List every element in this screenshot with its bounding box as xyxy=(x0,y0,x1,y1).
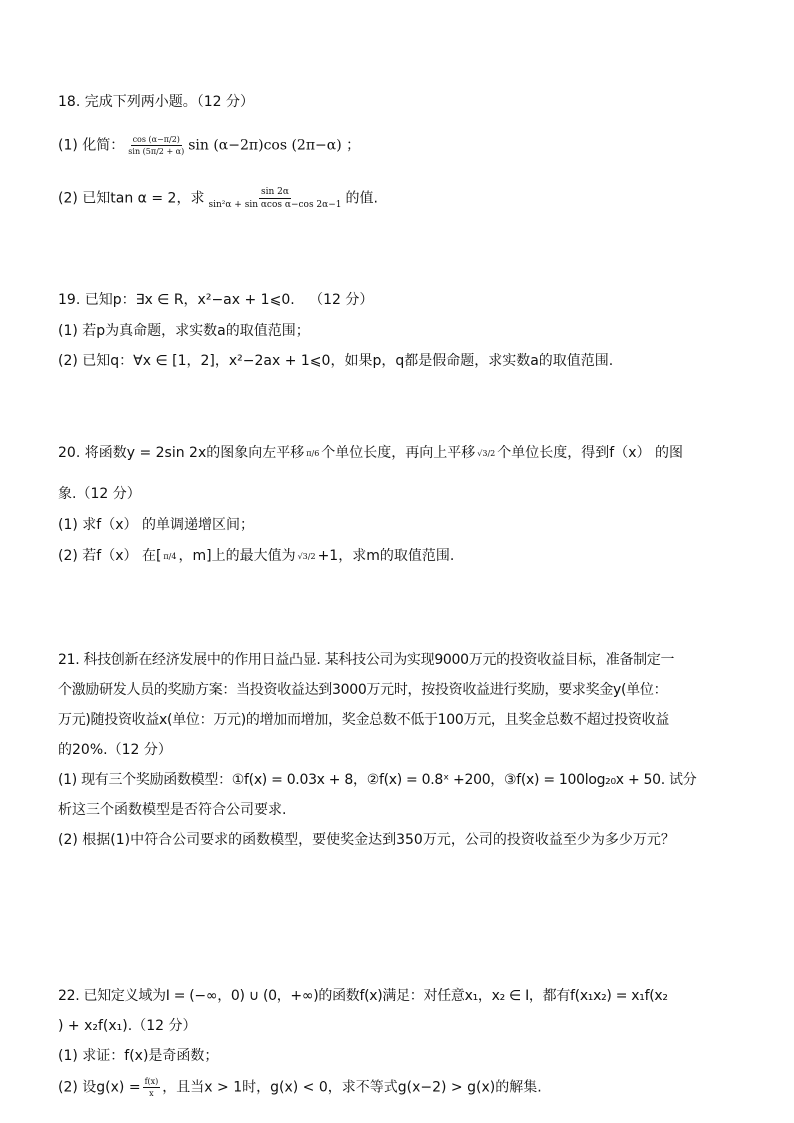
q19-part2: (2) 已知q：∀x ∈ [1，2]，x²−2ax + 1⩽0，如果p，q都是假命题，求实数a的取值范围. xyxy=(58,353,614,369)
q19-part1: (1) 若p为真命题，求实数a的取值范围； xyxy=(58,323,310,339)
q22-line2: ) + x₂f(x₁).（12 分） xyxy=(58,1018,197,1034)
q18-p1-fraction xyxy=(126,134,186,157)
q21-line2: 个激励研发人员的奖励方案：当投资收益达到3000万元时，按投资收益进行奖励，要求奖金y(单位： xyxy=(58,682,668,698)
q22-p2-b: ，且当x > 1时，g(x) < 0，求不等式g(x−2) > g(x)的解集. xyxy=(162,1079,542,1096)
q22-part2 xyxy=(58,1076,542,1099)
q20-frac-pi4: π/4 xyxy=(163,551,177,561)
q18-p2-denominator: sin²α + sin αcos α−cos 2α−1 xyxy=(208,200,342,210)
q21-line6: 析这三个函数模型是否符合公司要求. xyxy=(58,802,287,818)
q18-p2-numerator: sin 2α xyxy=(260,187,289,197)
q22-part1: (1) 求证：f(x)是奇函数； xyxy=(58,1048,219,1064)
q20-line2: 象.（12 分） xyxy=(58,486,141,502)
q19-title-prefix: 19. 已知p：∃x ∈ R，x²−ax + 1⩽0. xyxy=(58,292,295,308)
q20-line1-c: 个单位长度，得到f（x） 的图 xyxy=(497,445,683,461)
q22-p2-numerator: f(x) xyxy=(144,1077,159,1086)
q20-p2-b: ，m]上的最大值为 xyxy=(178,548,296,564)
q22-p2-a: (2) 设g(x) = xyxy=(58,1079,141,1096)
q18-p2-label: (2) 已知tan α = 2，求 xyxy=(58,190,205,207)
q22-p2-denominator: x xyxy=(149,1089,154,1098)
q18-part1 xyxy=(58,134,360,157)
q21-line5: (1) 现有三个奖励函数模型：①f(x) = 0.03x + 8，②f(x) = 0.8ˣ +200，③f(x) = 100log₂₀x + 50. 试分 xyxy=(58,772,697,788)
q18-title: 18. 完成下列两小题。（12 分） xyxy=(58,94,254,110)
q21-line1: 21. 科技创新在经济发展中的作用日益凸显. 某科技公司为实现9000万元的投资收益目标，准备制定一 xyxy=(58,652,675,668)
q20-line1 xyxy=(58,443,683,463)
q20-line1-b: 个单位长度，再向上平移 xyxy=(321,445,476,461)
q20-p2-c: +1，求m的取值范围. xyxy=(317,548,455,564)
q21-line3: 万元)随投资收益x(单位：万元)的增加而增加，奖金总数不低于100万元，且奖金总数不超过投资收益 xyxy=(58,712,669,728)
q19-score: （12 分） xyxy=(309,292,374,308)
q21-line4: 的20%.（12 分） xyxy=(58,742,172,758)
q18-part2 xyxy=(58,186,378,211)
q18-p1-numerator: cos (α−π/2) xyxy=(132,135,180,144)
q20-frac-pi6: π/6 xyxy=(306,448,320,458)
q20-line1-a: 20. 将函数y = 2sin 2x的图象向左平移 xyxy=(58,445,305,461)
q18-p2-tail: 的值. xyxy=(345,190,378,207)
q20-frac-sqrt3-2: √3/2 xyxy=(477,448,496,458)
q22-line1: 22. 已知定义域为I = (−∞，0) ∪ (0，+∞)的函数f(x)满足：对任意x₁，x₂ ∈ I，都有f(x₁x₂) = x₁f(x₂ xyxy=(58,988,668,1004)
q18-p1-rest: sin (α−2π)cos (2π−α) ； xyxy=(188,137,361,154)
q19-title xyxy=(58,290,373,310)
q21-line7: (2) 根据(1)中符合公司要求的函数模型，要使奖金达到350万元，公司的投资收益至少为多少万元？ xyxy=(58,832,675,848)
q20-part1: (1) 求f（x） 的单调递增区间； xyxy=(58,517,254,533)
q20-p2-a: (2) 若f（x） 在[ xyxy=(58,548,162,564)
q20-frac-max: √3/2 xyxy=(297,551,316,561)
q18-p2-fraction xyxy=(206,186,343,211)
q22-p2-fraction xyxy=(143,1076,161,1099)
q20-part2 xyxy=(58,546,454,566)
q18-p1-denominator: sin (5π/2 + α) xyxy=(128,147,185,156)
q18-p1-label: (1) 化简： xyxy=(58,137,125,154)
